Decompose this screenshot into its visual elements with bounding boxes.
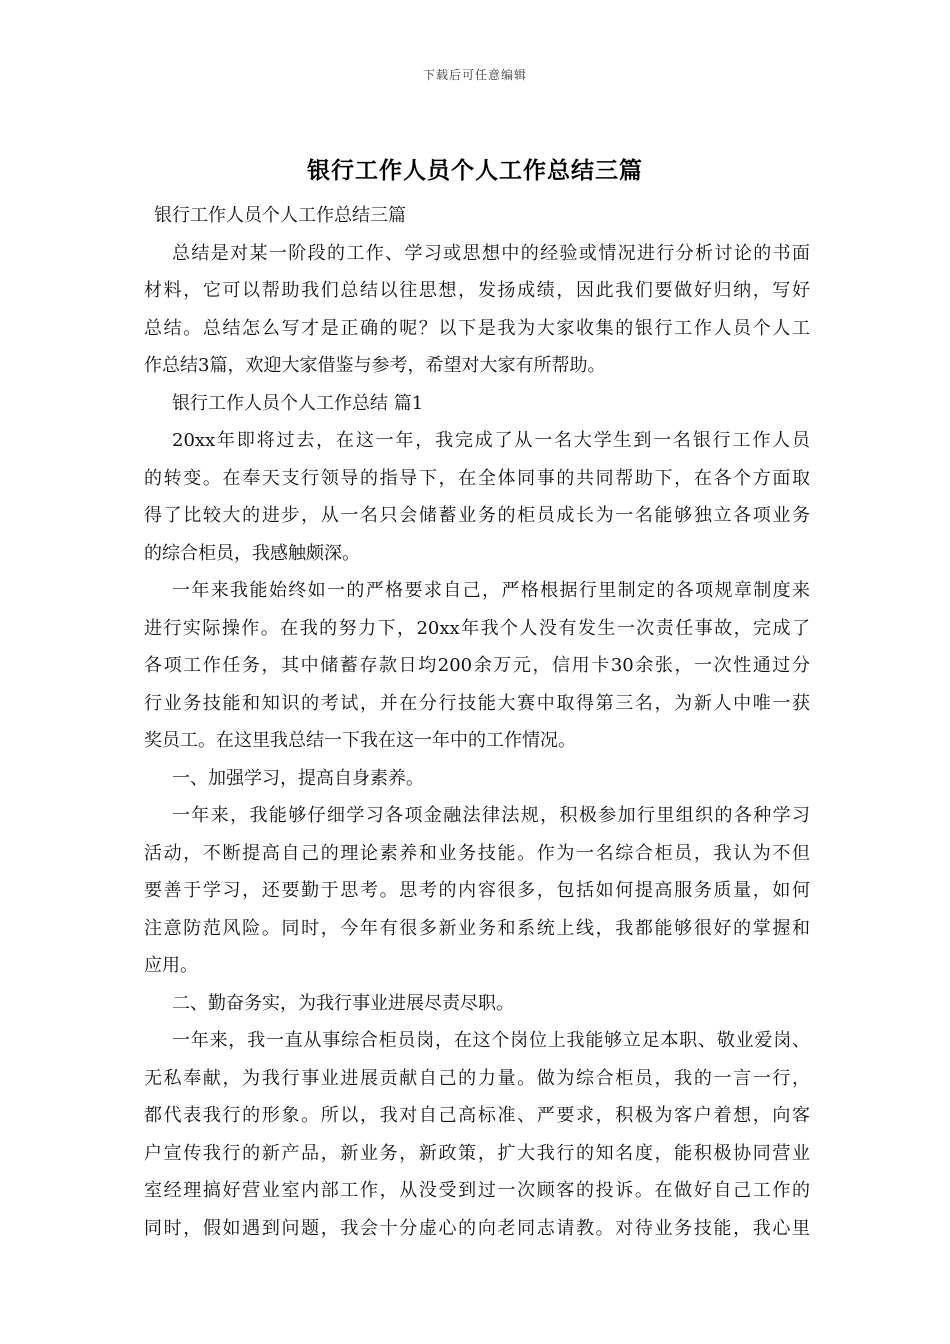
paragraph-line: 一年来我能始终如一的严格要求自己，严格根据行里制定的各项规章制度来 bbox=[172, 580, 810, 601]
section-heading: 二、勤奋务实，为我行事业进展尽责尽职。 bbox=[172, 992, 514, 1014]
paragraph-line: 室经理搞好营业室内部工作，从没受到过一次顾客的投诉。在做好自己工作的 bbox=[144, 1180, 810, 1201]
paragraph-line: 应用。 bbox=[144, 955, 198, 976]
subtitle-line: 银行工作人员个人工作总结三篇 bbox=[154, 205, 406, 226]
download-note: 下载后可任意编辑 bbox=[422, 68, 527, 82]
paragraph-line: 活动，不断提高自己的理论素养和业务技能。作为一名综合柜员，我认为不但 bbox=[144, 842, 810, 864]
section-heading: 银行工作人员个人工作总结 篇1 bbox=[172, 392, 424, 414]
paragraph-line: 无私奉献，为我行事业进展贡献自己的力量。做为综合柜员，我的一言一行， bbox=[144, 1067, 810, 1089]
paragraph-line: 20xx年即将过去，在这一年，我完成了从一名大学生到一名银行工作人员 bbox=[172, 430, 810, 451]
paragraph-line: 行业务技能和知识的考试，并在分行技能大赛中取得第三名，为新人中唯一获 bbox=[144, 692, 810, 714]
paragraph-line: 注意防范风险。同时，今年有很多新业务和系统上线，我都能够很好的掌握和 bbox=[144, 917, 810, 939]
document-body bbox=[144, 197, 810, 1247]
paragraph-line: 的转变。在奉天支行领导的指导下，在全体同事的共同帮助下，在各个方面取 bbox=[144, 467, 810, 489]
paragraph-line: 奖员工。在这里我总结一下我在这一年中的工作情况。 bbox=[144, 730, 576, 751]
paragraph-line: 进行实际操作。在我的努力下，20xx年我个人没有发生一次责任事故，完成了 bbox=[144, 617, 810, 639]
paragraph-line: 材料，它可以帮助我们总结以往思想，发扬成绩，因此我们要做好归纳，写好 bbox=[144, 280, 810, 301]
paragraph-line: 得了比较大的进步，从一名只会储蓄业务的柜员成长为一名能够独立各项业务 bbox=[144, 505, 810, 526]
paragraph-line: 户宣传我行的新产品，新业务，新政策，扩大我行的知名度，能积极协同营业 bbox=[144, 1142, 810, 1164]
page-title: 银行工作人员个人工作总结三篇 bbox=[307, 157, 643, 184]
paragraph-line: 的综合柜员，我感触颇深。 bbox=[144, 542, 360, 564]
paragraph-line: 总结是对某一阶段的工作、学习或思想中的经验或情况进行分析讨论的书面 bbox=[172, 242, 810, 264]
paragraph-line: 总结。总结怎么写才是正确的呢？以下是我为大家收集的银行工作人员个人工 bbox=[144, 317, 810, 339]
paragraph-line: 作总结3篇，欢迎大家借鉴与参考，希望对大家有所帮助。 bbox=[144, 355, 606, 376]
paragraph-line: 各项工作任务，其中储蓄存款日均200余万元，信用卡30余张，一次性通过分 bbox=[144, 655, 810, 676]
paragraph-line: 要善于学习，还要勤于思考。思考的内容很多，包括如何提高服务质量，如何 bbox=[144, 880, 810, 901]
paragraph-line: 都代表我行的形象。所以，我对自己高标准、严要求，积极为客户着想，向客 bbox=[144, 1105, 810, 1126]
paragraph-line: 同时，假如遇到问题，我会十分虚心的向老同志请教。对待业务技能，我心里 bbox=[144, 1217, 810, 1239]
section-heading: 一、加强学习，提高自身素养。 bbox=[172, 767, 424, 789]
paragraph-line: 一年来，我能够仔细学习各项金融法律法规，积极参加行里组织的各种学习 bbox=[172, 805, 810, 826]
paragraph-line: 一年来，我一直从事综合柜员岗，在这个岗位上我能够立足本职、敬业爱岗、 bbox=[172, 1030, 810, 1051]
